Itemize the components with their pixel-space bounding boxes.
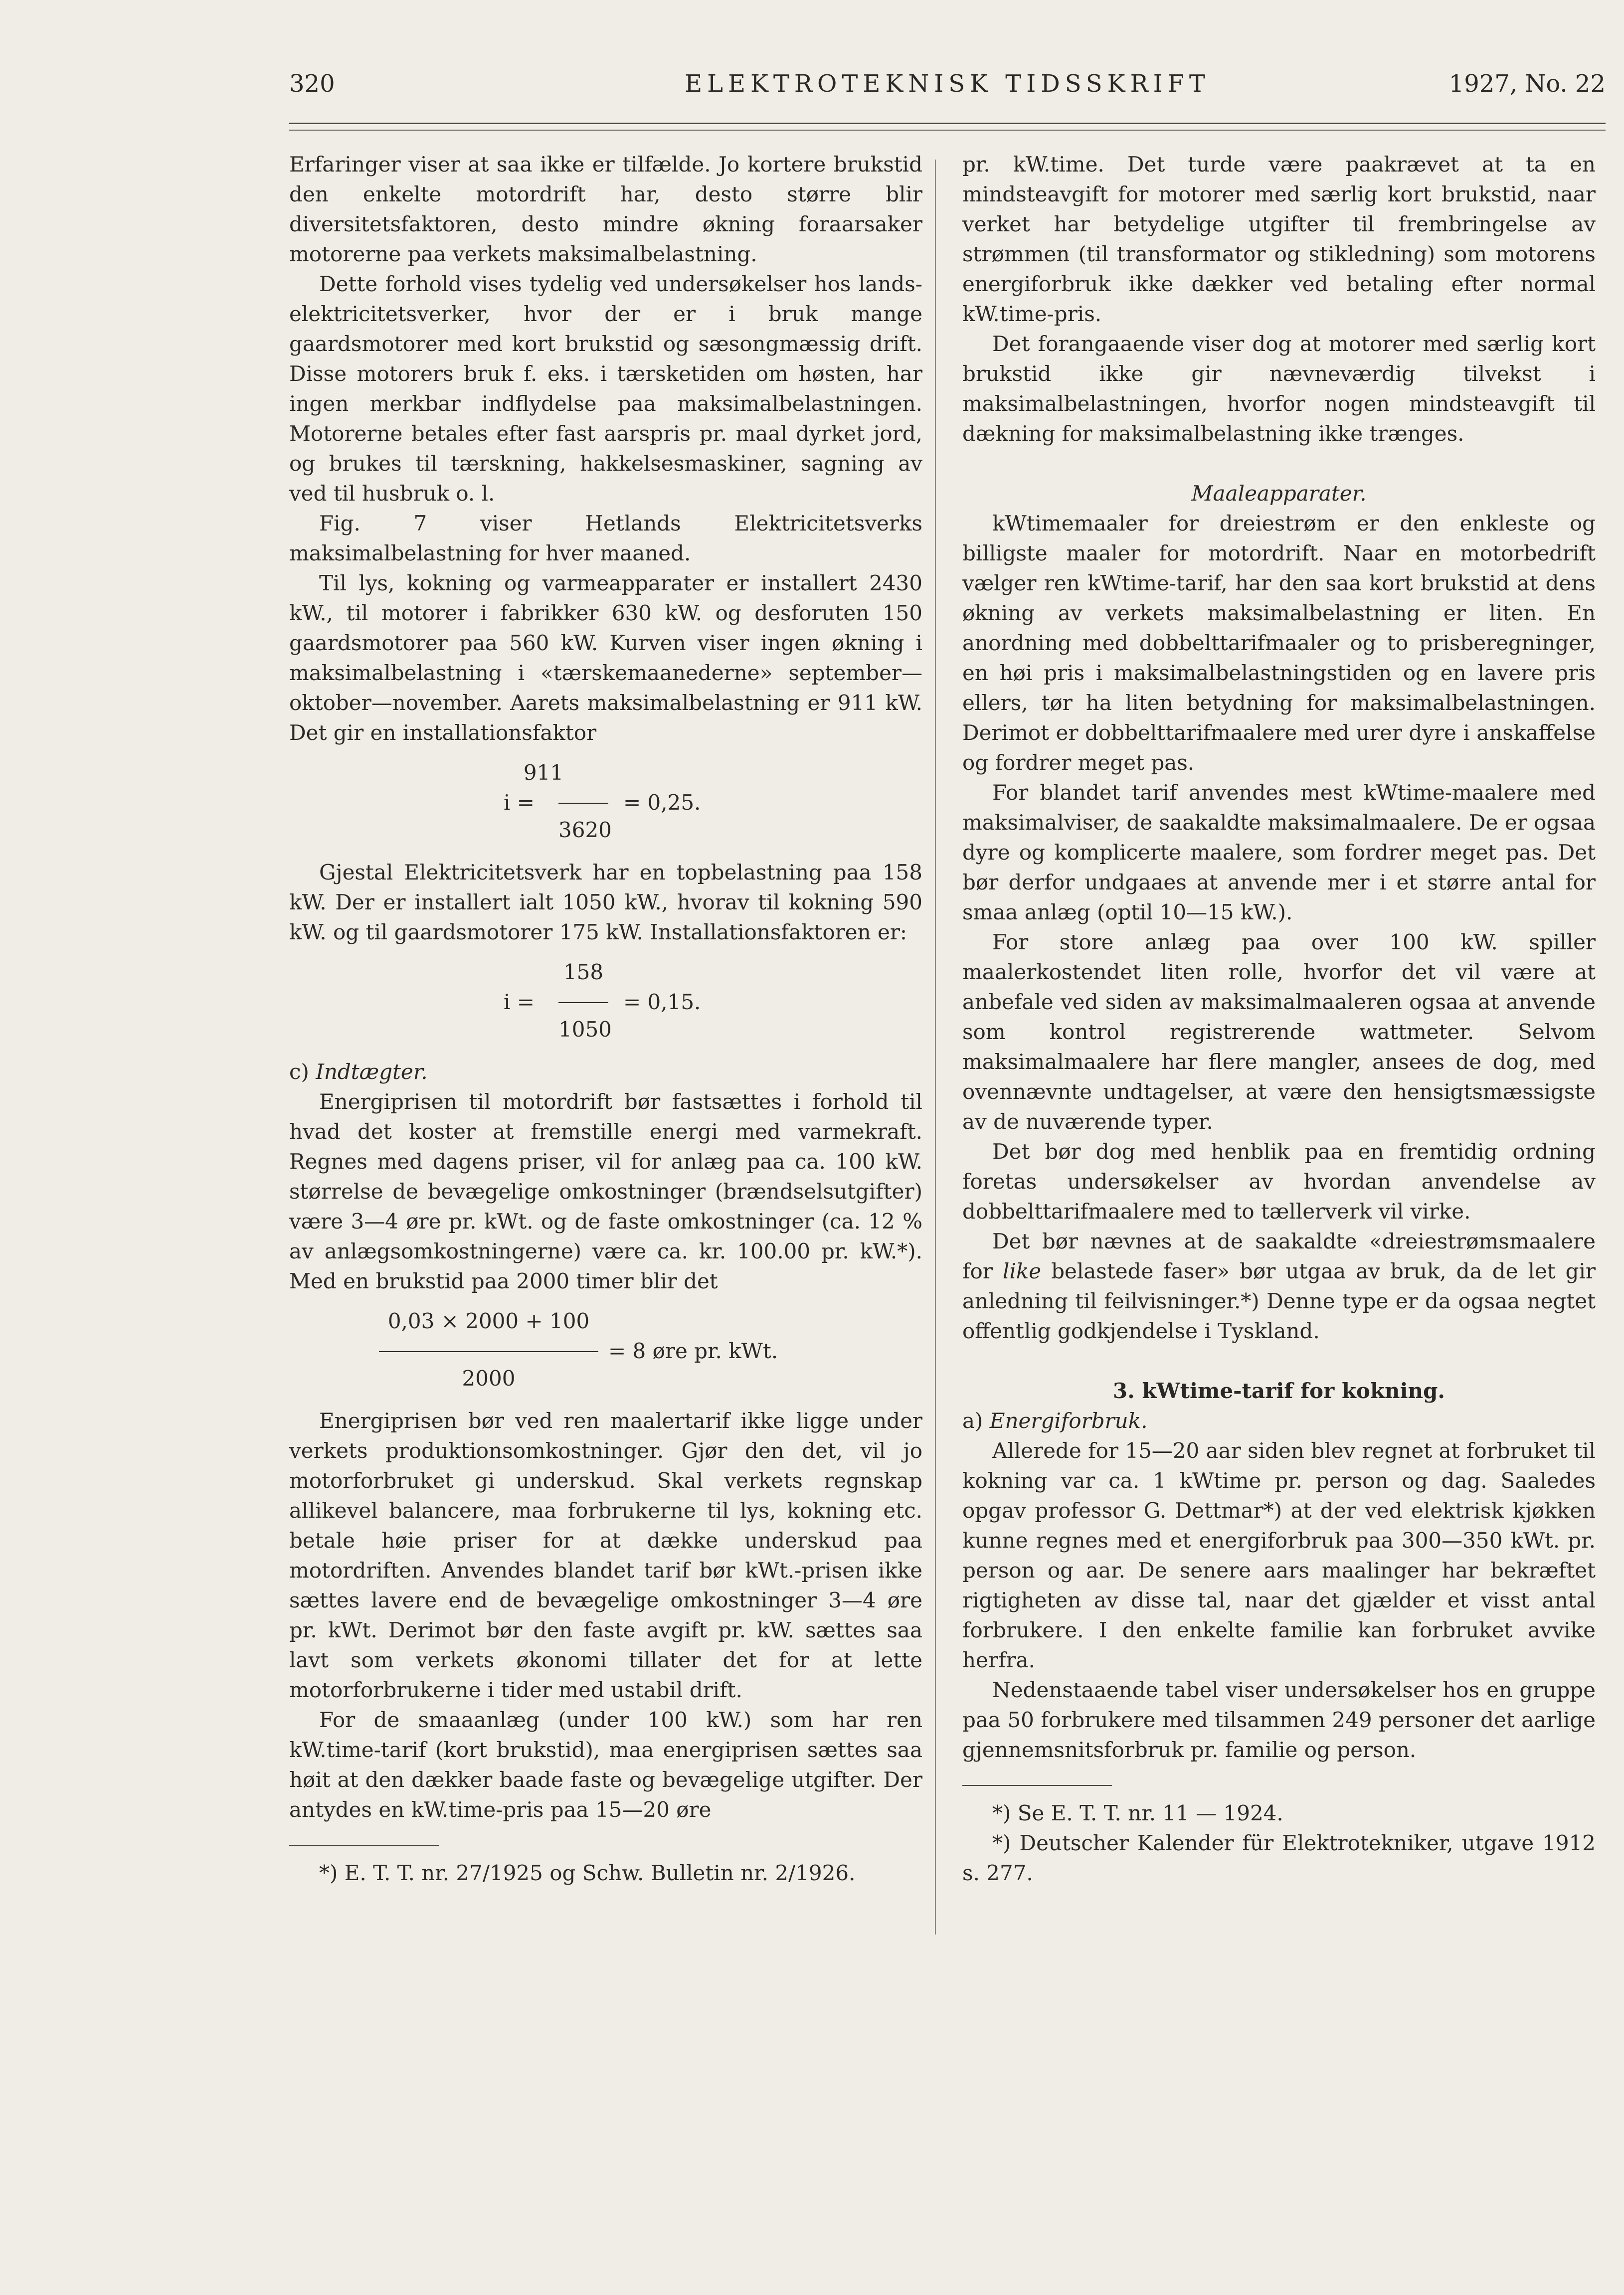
- paragraph: For store anlæg paa over 100 kW. spiller maalerkostendet liten rolle, hvorfor det vil være at anbefale ved siden av maksimalmaaleren ogsaa at anvende som kontrol registrerende wattmeter. Selvom maksimalmaalere har flere mangler, ansees de dog, med ovennævnte undtagelser, at være den hensigtsmæssigste av de nuværende typer.: [962, 930, 1596, 1134]
- page-header: [289, 70, 1606, 110]
- paragraph: Det bør dog med henblik paa en fremtidig ordning foretas undersøkelser av hvordan anvendelse av dobbelttarifmaalere med to tællerverk vil virke.: [962, 1139, 1596, 1224]
- formula-rhs: = 0,15.: [623, 990, 701, 1014]
- paragraph: For de smaaanlæg (under 100 kW.) som har ren kW.time-tarif (kort brukstid), maa energiprisen sættes saa høit at den dækker baade faste og bevægelige utgifter. Der antydes en kW.time-pris paa 15—20 øre: [289, 1708, 922, 1822]
- journal-title: ELEKTROTEKNISK TIDSSKRIFT: [685, 70, 1210, 98]
- paragraph: Til lys, kokning og varmeapparater er installert 2430 kW., til motorer i fabrikker 630 kW. og desforuten 150 gaardsmotorer paa 560 kW. Kurven viser ingen økning i maksimalbelastning i «tærskemaanederne» september—oktober—november. Aarets maksimalbelastning er 911 kW. Det gir en installationsfaktor: [289, 571, 922, 745]
- footnote: *) Se E. T. T. nr. 11 — 1924.: [992, 1801, 1283, 1825]
- left-column: [289, 150, 922, 1888]
- paragraph: For blandet tarif anvendes mest kWtime-maalere med maksimalviser, de saakaldte maksimalmaalere. De er ogsaa dyre og komplicerte maalere, som fordrer meget pas. Det bør derfor undgaaes at anvende mer i et større antal for smaa anlæg (optil 10—15 kW.).: [962, 780, 1596, 924]
- footnote-rule: [289, 1845, 439, 1846]
- header-rule-bottom: [289, 130, 1606, 131]
- issue-label: 1927, No. 22: [1448, 70, 1606, 98]
- section-title: Indtægter.: [316, 1059, 428, 1084]
- section-heading-maaleapparater: Maaleapparater.: [1191, 481, 1367, 506]
- paragraph: Dette forhold vises tydelig ved undersøkelser hos lands-elektricitetsverker, hvor der er i bruk mange gaardsmotorer med kort brukstid og sæsongmæssig drift. Disse motorers bruk f. eks. i tærsketiden om høsten, har ingen merkbar indflydelse paa maksimalbelastningen. Motorerne betales efter fast aarspris pr. maal dyrket jord, og brukes til tærskning, hakkelsesmaskiner, sagning av ved til husbruk o. l.: [289, 272, 922, 506]
- header-rule-top: [289, 123, 1606, 124]
- formula-installation-factor-2: [289, 952, 922, 1052]
- formula-numerator: 0,03 × 2000 + 100: [387, 1309, 590, 1333]
- text-run-italic: like: [1002, 1259, 1042, 1283]
- paragraph: Allerede for 15—20 aar siden blev regnet at forbruket til kokning var ca. 1 kWtime pr. person og dag. Saaledes opgav professor G. Dettmar*) at der ved elektrisk kjøkken kunne regnes med et energiforbruk paa 300—350 kWt. pr. person og aar. De senere aars maalinger har bekræftet rigtigheten av disse tal, naar det gjælder et visst antal forbrukere. I den enkelte familie kan forbruket avvike herfra.: [962, 1438, 1596, 1672]
- section-label: c): [289, 1059, 309, 1084]
- paragraph: pr. kW.time. Det turde være paakrævet at ta en mindsteavgift for motorer med særlig kort brukstid, naar verket har betydelige utgifter til frembringelse av strømmen (til transformator og stikledning) som motorens energiforbruk ikke dækker ved betaling efter normal kW.time-pris.: [962, 152, 1596, 326]
- formula-installation-factor-1: [289, 753, 922, 853]
- formula-numerator: 911: [523, 760, 564, 785]
- paragraph: [962, 1227, 1596, 1346]
- paragraph: kWtimemaaler for dreiestrøm er den enkleste og billigste maaler for motordrift. Naar en motorbedrift vælger ren kWtime-tarif, har den saa kort brukstid at dens økning av verkets maksimalbelastning er liten. En anordning med dobbelttarifmaaler og to prisberegninger, en høi pris i maksimalbelastningstiden og en lavere pris ellers, tør ha liten betydning for maksimalbelastningen. Derimot er dobbelttarifmaalere med urer dyre i anskaffelse og fordrer meget pas.: [962, 511, 1596, 775]
- paragraph: Gjestal Elektricitetsverk har en topbelastning paa 158 kW. Der er installert ialt 1050 kW., hvorav til kokning 590 kW. og til gaardsmotorer 175 kW. Installationsfaktoren er:: [289, 860, 922, 944]
- footnote: *) E. T. T. nr. 27/1925 og Schw. Bulletin nr. 2/1926.: [319, 1861, 856, 1885]
- paragraph: Erfaringer viser at saa ikke er tilfælde. Jo kortere brukstid den enkelte motordrift har, desto større blir diversitetsfaktoren, desto mindre økning foraarsaker motorerne paa verkets maksimalbelastning.: [289, 152, 922, 266]
- section-label: a): [962, 1409, 983, 1433]
- fraction-line: [558, 803, 608, 804]
- formula-lhs: i =: [504, 790, 535, 815]
- formula-rhs: = 8 øre pr. kWt.: [608, 1339, 778, 1363]
- text-run: belastede faser» bør utgaa av bruk, da de let gir anledning til feilvisninger.*) Denne type er da ogsaa negtet offentlig godkjendelse i Tyskland.: [962, 1259, 1596, 1343]
- section-heading-c: [289, 1057, 922, 1087]
- formula-numerator: 158: [563, 960, 604, 984]
- section-title: Energiforbruk.: [989, 1409, 1148, 1433]
- section-heading-a: [962, 1406, 1596, 1436]
- paragraph: Energiprisen bør ved ren maalertarif ikke ligge under verkets produktionsomkostninger. Gjør den det, vil jo motorforbruket gi underskud. Skal verkets regnskap allikevel balancere, maa forbrukerne til lys, kokning etc. betale høie priser for at dække underskud paa motordriften. Anvendes blandet tarif bør kWt.-prisen ikke sættes lavere end de bevægelige omkostninger 3—4 øre pr. kWt. Derimot bør den faste avgift pr. kW. sættes saa lavt som verkets økonomi tillater det for at lette motorforbrukerne i tider med ustabil drift.: [289, 1409, 922, 1702]
- footnote-rule: [962, 1785, 1112, 1786]
- formula-energy-price: [289, 1301, 922, 1401]
- column-divider: [935, 160, 936, 1935]
- fraction-line: [379, 1351, 598, 1352]
- page-number: 320: [289, 70, 335, 98]
- formula-denominator: 2000: [462, 1366, 516, 1391]
- spacer: [962, 1346, 1596, 1376]
- right-column: [962, 150, 1596, 1888]
- formula-denominator: 3620: [558, 818, 612, 842]
- text-run: Det bør nævnes at de saakaldte «dreiestrømsmaalere for: [962, 1229, 1596, 1283]
- fraction-line: [558, 1002, 608, 1003]
- paragraph: Energiprisen til motordrift bør fastsættes i forhold til hvad det koster at fremstille energi med varmekraft. Regnes med dagens priser, vil for anlæg paa ca. 100 kW. størrelse de bevægelige omkostninger (brændselsutgifter) være 3—4 øre pr. kWt. og de faste omkostninger (ca. 12 % av anlægsomkostningerne) være ca. kr. 100.00 pr. kW.*). Med en brukstid paa 2000 timer blir det: [289, 1089, 922, 1293]
- paragraph: Fig. 7 viser Hetlands Elektricitetsverks maksimalbelastning for hver maaned.: [289, 511, 922, 565]
- formula-rhs: = 0,25.: [623, 790, 701, 815]
- paragraph: Det forangaaende viser dog at motorer med særlig kort brukstid ikke gir nævneværdig tilvekst i maksimalbelastningen, hvorfor nogen mindsteavgift til dækning for maksimalbelastning ikke trænges.: [962, 332, 1596, 446]
- footnote: *) Deutscher Kalender für Elektrotekniker, utgave 1912 s. 277.: [962, 1831, 1596, 1885]
- spacer: [962, 449, 1596, 479]
- formula-lhs: i =: [504, 990, 535, 1014]
- formula-denominator: 1050: [558, 1017, 612, 1042]
- section-heading-kwtime-tarif: 3. kWtime-tarif for kokning.: [1112, 1379, 1445, 1403]
- paragraph: Nedenstaaende tabel viser undersøkelser hos en gruppe paa 50 forbrukere med tilsammen 249 personer det aarlige gjennemsnitsforbruk pr. familie og person.: [962, 1678, 1596, 1762]
